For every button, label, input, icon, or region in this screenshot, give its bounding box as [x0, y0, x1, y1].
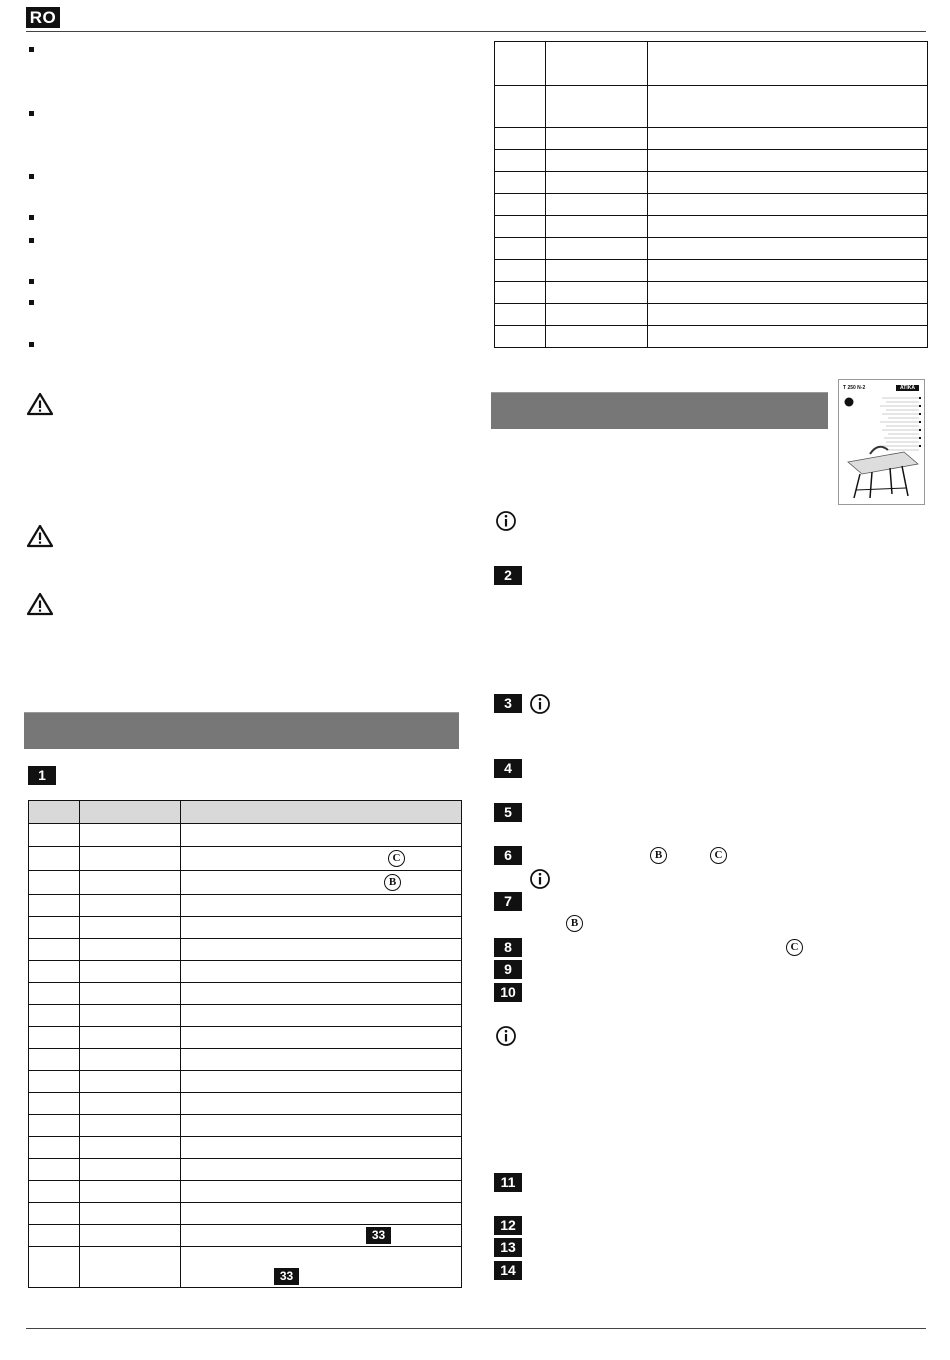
step-badge: 9: [494, 960, 522, 979]
table-row: [29, 1225, 462, 1247]
table-row: [29, 1181, 462, 1203]
bullet-point: [29, 279, 34, 284]
bullet-point: [29, 300, 34, 305]
step-badge: 14: [494, 1261, 522, 1280]
marker-b: B: [650, 847, 667, 864]
marker-b: B: [384, 874, 401, 891]
manual-model: T 250 N-2: [843, 385, 866, 391]
step-badge: 10: [494, 983, 522, 1002]
manual-brand-logo: ATIKA: [896, 385, 919, 391]
language-badge: RO: [26, 7, 60, 28]
bullet-point: [29, 111, 34, 116]
step-badge: 13: [494, 1238, 522, 1257]
warning-icon: [26, 524, 54, 548]
step-badge: 2: [494, 566, 522, 585]
table-row: [29, 871, 462, 895]
table-row: [495, 326, 928, 348]
reference-tag: 33: [274, 1268, 299, 1285]
warning-icon: [26, 592, 54, 616]
table-row: [29, 1049, 462, 1071]
table-row: [495, 150, 928, 172]
marker-c: C: [786, 939, 803, 956]
step-badge: 11: [494, 1173, 522, 1192]
table-row: [495, 128, 928, 150]
step-badge: 5: [494, 803, 522, 822]
table-row: [29, 847, 462, 871]
table-row: [495, 282, 928, 304]
step-badge: 12: [494, 1216, 522, 1235]
table-row: [495, 216, 928, 238]
table-row: [29, 1093, 462, 1115]
table-row: [495, 304, 928, 326]
table-row: [29, 1115, 462, 1137]
step-badge: 6: [494, 846, 522, 865]
warning-icon: [26, 392, 54, 416]
table-row: [29, 824, 462, 847]
marker-c: C: [710, 847, 727, 864]
table-row: [29, 939, 462, 961]
step-badge: 3: [494, 694, 522, 713]
table-row: [495, 260, 928, 282]
table-row: [29, 895, 462, 917]
table-row: [29, 917, 462, 939]
info-icon: [529, 868, 551, 890]
step-badge: 4: [494, 759, 522, 778]
section-heading-band: [24, 712, 459, 749]
step-badge: 8: [494, 938, 522, 957]
bullet-point: [29, 215, 34, 220]
info-icon: [495, 510, 517, 532]
table-row: [495, 172, 928, 194]
marker-c: C: [388, 850, 405, 867]
table-row: [495, 194, 928, 216]
table-row: [495, 42, 928, 86]
table-row: [29, 1005, 462, 1027]
table-row: [29, 1247, 462, 1288]
bullet-point: [29, 174, 34, 179]
step-badge: 7: [494, 892, 522, 911]
info-icon: [495, 1025, 517, 1047]
table-header-row: [29, 801, 462, 824]
marker-b: B: [566, 915, 583, 932]
reference-tag: 33: [366, 1227, 391, 1244]
table-row: [29, 1071, 462, 1093]
table-row: [29, 1137, 462, 1159]
table-saw-illustration: [842, 394, 921, 500]
table-row: [495, 238, 928, 260]
section-heading-band: [491, 392, 828, 429]
table-row: [29, 961, 462, 983]
table-row: [495, 86, 928, 128]
bullet-point: [29, 238, 34, 243]
manual-cover-thumbnail: [838, 379, 925, 505]
specs-table: [494, 41, 928, 348]
info-icon: [529, 693, 551, 715]
table-row: [29, 1027, 462, 1049]
parts-table: [28, 800, 462, 1288]
footer-rule: [26, 1328, 926, 1329]
table-row: [29, 983, 462, 1005]
bullet-point: [29, 47, 34, 52]
table-row: [29, 1203, 462, 1225]
bullet-point: [29, 342, 34, 347]
table-row: [29, 1159, 462, 1181]
header-rule: [26, 31, 926, 32]
figure-number-badge: 1: [28, 766, 56, 785]
